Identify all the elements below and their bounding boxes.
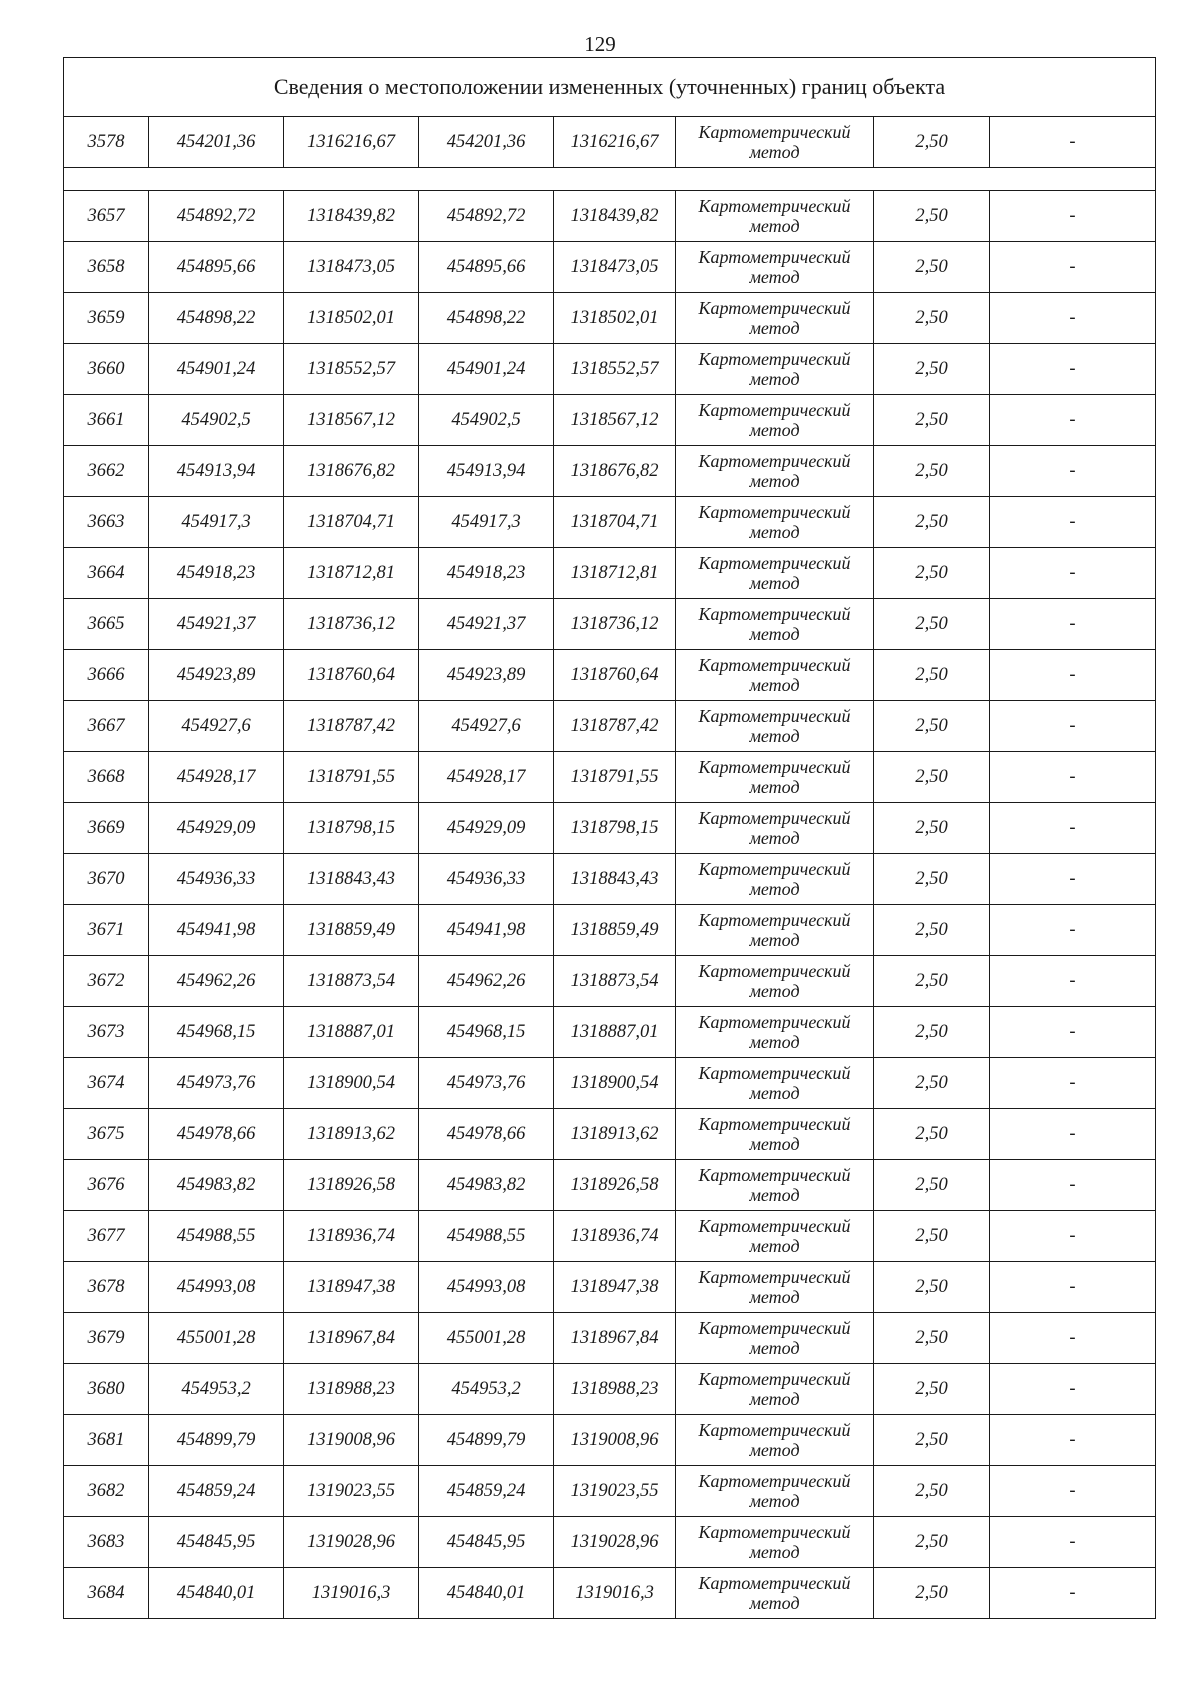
point-number-cell: 3683 (64, 1517, 149, 1568)
description-cell: - (990, 854, 1156, 905)
point-number-cell: 3660 (64, 344, 149, 395)
table-row (64, 1517, 1156, 1568)
new-x-cell: 454993,08 (419, 1262, 554, 1313)
table-row (64, 905, 1156, 956)
new-y-cell: 1318843,43 (554, 854, 676, 905)
new-x-cell: 454921,37 (419, 599, 554, 650)
point-number-cell: 3578 (64, 117, 149, 168)
description-cell: - (990, 344, 1156, 395)
old-x-cell: 454983,82 (149, 1160, 284, 1211)
accuracy-cell: 2,50 (874, 905, 990, 956)
old-y-cell: 1318887,01 (284, 1007, 419, 1058)
old-y-cell: 1318552,57 (284, 344, 419, 395)
old-x-cell: 454201,36 (149, 117, 284, 168)
accuracy-cell: 2,50 (874, 446, 990, 497)
point-number-cell: 3661 (64, 395, 149, 446)
method-cell: Картометрический метод (676, 1007, 874, 1058)
table-row (64, 1262, 1156, 1313)
new-y-cell: 1319016,3 (554, 1568, 676, 1619)
method-cell: Картометрический метод (676, 1211, 874, 1262)
table-row (64, 446, 1156, 497)
accuracy-cell: 2,50 (874, 1262, 990, 1313)
point-number-cell: 3659 (64, 293, 149, 344)
point-number-cell: 3662 (64, 446, 149, 497)
description-cell: - (990, 803, 1156, 854)
new-x-cell: 454953,2 (419, 1364, 554, 1415)
new-y-cell: 1318859,49 (554, 905, 676, 956)
table-row (64, 1466, 1156, 1517)
old-x-cell: 454901,24 (149, 344, 284, 395)
new-x-cell: 454918,23 (419, 548, 554, 599)
new-x-cell: 454913,94 (419, 446, 554, 497)
new-y-cell: 1318926,58 (554, 1160, 676, 1211)
method-cell: Картометрический метод (676, 293, 874, 344)
table-row (64, 854, 1156, 905)
description-cell: - (990, 1211, 1156, 1262)
table-row (64, 1364, 1156, 1415)
old-x-cell: 454988,55 (149, 1211, 284, 1262)
old-x-cell: 454859,24 (149, 1466, 284, 1517)
new-x-cell: 454927,6 (419, 701, 554, 752)
method-cell: Картометрический метод (676, 117, 874, 168)
description-cell: - (990, 293, 1156, 344)
accuracy-cell: 2,50 (874, 752, 990, 803)
new-y-cell: 1318791,55 (554, 752, 676, 803)
point-number-cell: 3682 (64, 1466, 149, 1517)
new-x-cell: 454898,22 (419, 293, 554, 344)
point-number-cell: 3671 (64, 905, 149, 956)
point-number-cell: 3668 (64, 752, 149, 803)
new-y-cell: 1318873,54 (554, 956, 676, 1007)
accuracy-cell: 2,50 (874, 395, 990, 446)
method-cell: Картометрический метод (676, 701, 874, 752)
point-number-cell: 3666 (64, 650, 149, 701)
new-y-cell: 1318787,42 (554, 701, 676, 752)
old-x-cell: 454917,3 (149, 497, 284, 548)
accuracy-cell: 2,50 (874, 854, 990, 905)
new-y-cell: 1318760,64 (554, 650, 676, 701)
table-row (64, 599, 1156, 650)
method-cell: Картометрический метод (676, 344, 874, 395)
method-cell: Картометрический метод (676, 191, 874, 242)
accuracy-cell: 2,50 (874, 117, 990, 168)
method-cell: Картометрический метод (676, 1466, 874, 1517)
new-x-cell: 454895,66 (419, 242, 554, 293)
accuracy-cell: 2,50 (874, 293, 990, 344)
new-y-cell: 1319008,96 (554, 1415, 676, 1466)
new-y-cell: 1318552,57 (554, 344, 676, 395)
description-cell: - (990, 956, 1156, 1007)
new-y-cell: 1318473,05 (554, 242, 676, 293)
accuracy-cell: 2,50 (874, 701, 990, 752)
old-x-cell: 454993,08 (149, 1262, 284, 1313)
point-number-cell: 3674 (64, 1058, 149, 1109)
old-y-cell: 1318502,01 (284, 293, 419, 344)
new-y-cell: 1318988,23 (554, 1364, 676, 1415)
description-cell: - (990, 1517, 1156, 1568)
accuracy-cell: 2,50 (874, 956, 990, 1007)
accuracy-cell: 2,50 (874, 1568, 990, 1619)
old-x-cell: 454973,76 (149, 1058, 284, 1109)
point-number-cell: 3664 (64, 548, 149, 599)
point-number-cell: 3665 (64, 599, 149, 650)
table-row (64, 1160, 1156, 1211)
old-y-cell: 1318676,82 (284, 446, 419, 497)
accuracy-cell: 2,50 (874, 1364, 990, 1415)
new-y-cell: 1318736,12 (554, 599, 676, 650)
point-number-cell: 3670 (64, 854, 149, 905)
table-row (64, 1211, 1156, 1262)
old-x-cell: 454953,2 (149, 1364, 284, 1415)
description-cell: - (990, 1364, 1156, 1415)
new-x-cell: 455001,28 (419, 1313, 554, 1364)
table-row (64, 497, 1156, 548)
new-y-cell: 1318947,38 (554, 1262, 676, 1313)
new-x-cell: 454941,98 (419, 905, 554, 956)
method-cell: Картометрический метод (676, 956, 874, 1007)
old-y-cell: 1319028,96 (284, 1517, 419, 1568)
accuracy-cell: 2,50 (874, 1109, 990, 1160)
new-x-cell: 454840,01 (419, 1568, 554, 1619)
method-cell: Картометрический метод (676, 854, 874, 905)
method-cell: Картометрический метод (676, 803, 874, 854)
old-y-cell: 1318873,54 (284, 956, 419, 1007)
old-y-cell: 1316216,67 (284, 117, 419, 168)
old-y-cell: 1318798,15 (284, 803, 419, 854)
new-x-cell: 454983,82 (419, 1160, 554, 1211)
old-y-cell: 1318712,81 (284, 548, 419, 599)
accuracy-cell: 2,50 (874, 1058, 990, 1109)
point-number-cell: 3678 (64, 1262, 149, 1313)
new-x-cell: 454968,15 (419, 1007, 554, 1058)
point-number-cell: 3667 (64, 701, 149, 752)
old-x-cell: 454902,5 (149, 395, 284, 446)
old-x-cell: 454923,89 (149, 650, 284, 701)
method-cell: Картометрический метод (676, 242, 874, 293)
description-cell: - (990, 1313, 1156, 1364)
accuracy-cell: 2,50 (874, 1007, 990, 1058)
method-cell: Картометрический метод (676, 1160, 874, 1211)
old-x-cell: 454928,17 (149, 752, 284, 803)
old-x-cell: 454898,22 (149, 293, 284, 344)
point-number-cell: 3684 (64, 1568, 149, 1619)
old-y-cell: 1318913,62 (284, 1109, 419, 1160)
new-x-cell: 454936,33 (419, 854, 554, 905)
method-cell: Картометрический метод (676, 1568, 874, 1619)
old-x-cell: 454899,79 (149, 1415, 284, 1466)
accuracy-cell: 2,50 (874, 344, 990, 395)
method-cell: Картометрический метод (676, 650, 874, 701)
description-cell: - (990, 395, 1156, 446)
accuracy-cell: 2,50 (874, 548, 990, 599)
description-cell: - (990, 446, 1156, 497)
new-y-cell: 1319023,55 (554, 1466, 676, 1517)
point-number-cell: 3675 (64, 1109, 149, 1160)
old-x-cell: 454892,72 (149, 191, 284, 242)
point-number-cell: 3673 (64, 1007, 149, 1058)
description-cell: - (990, 1466, 1156, 1517)
method-cell: Картометрический метод (676, 599, 874, 650)
old-x-cell: 454968,15 (149, 1007, 284, 1058)
table-row (64, 701, 1156, 752)
table-row (64, 548, 1156, 599)
accuracy-cell: 2,50 (874, 650, 990, 701)
table-row (64, 344, 1156, 395)
new-y-cell: 1316216,67 (554, 117, 676, 168)
new-x-cell: 454923,89 (419, 650, 554, 701)
table-row (64, 191, 1156, 242)
old-x-cell: 454941,98 (149, 905, 284, 956)
new-x-cell: 454892,72 (419, 191, 554, 242)
old-x-cell: 454962,26 (149, 956, 284, 1007)
description-cell: - (990, 1109, 1156, 1160)
old-x-cell: 454936,33 (149, 854, 284, 905)
method-cell: Картометрический метод (676, 446, 874, 497)
new-x-cell: 454902,5 (419, 395, 554, 446)
table-row (64, 1415, 1156, 1466)
point-number-cell: 3676 (64, 1160, 149, 1211)
method-cell: Картометрический метод (676, 1313, 874, 1364)
method-cell: Картометрический метод (676, 1262, 874, 1313)
old-x-cell: 454840,01 (149, 1568, 284, 1619)
description-cell: - (990, 548, 1156, 599)
point-number-cell: 3658 (64, 242, 149, 293)
table-title: Сведения о местоположении измененных (уточненных) границ объекта (64, 58, 1156, 117)
old-y-cell: 1319008,96 (284, 1415, 419, 1466)
description-cell: - (990, 905, 1156, 956)
description-cell: - (990, 497, 1156, 548)
accuracy-cell: 2,50 (874, 242, 990, 293)
old-y-cell: 1318947,38 (284, 1262, 419, 1313)
old-x-cell: 454978,66 (149, 1109, 284, 1160)
point-number-cell: 3669 (64, 803, 149, 854)
new-x-cell: 454917,3 (419, 497, 554, 548)
old-y-cell: 1319023,55 (284, 1466, 419, 1517)
point-number-cell: 3672 (64, 956, 149, 1007)
description-cell: - (990, 1415, 1156, 1466)
new-y-cell: 1318887,01 (554, 1007, 676, 1058)
new-x-cell: 454988,55 (419, 1211, 554, 1262)
table-row (64, 1109, 1156, 1160)
accuracy-cell: 2,50 (874, 1415, 990, 1466)
table-row (64, 1313, 1156, 1364)
table-row (64, 117, 1156, 168)
old-y-cell: 1318791,55 (284, 752, 419, 803)
method-cell: Картометрический метод (676, 752, 874, 803)
new-y-cell: 1318900,54 (554, 1058, 676, 1109)
method-cell: Картометрический метод (676, 1109, 874, 1160)
point-number-cell: 3663 (64, 497, 149, 548)
method-cell: Картометрический метод (676, 497, 874, 548)
method-cell: Картометрический метод (676, 548, 874, 599)
table-row (64, 752, 1156, 803)
accuracy-cell: 2,50 (874, 1211, 990, 1262)
old-x-cell: 454895,66 (149, 242, 284, 293)
old-y-cell: 1318439,82 (284, 191, 419, 242)
method-cell: Картометрический метод (676, 1364, 874, 1415)
description-cell: - (990, 1058, 1156, 1109)
new-x-cell: 454973,76 (419, 1058, 554, 1109)
new-x-cell: 454201,36 (419, 117, 554, 168)
new-y-cell: 1318967,84 (554, 1313, 676, 1364)
old-y-cell: 1318967,84 (284, 1313, 419, 1364)
description-cell: - (990, 599, 1156, 650)
old-y-cell: 1318736,12 (284, 599, 419, 650)
old-y-cell: 1318787,42 (284, 701, 419, 752)
new-x-cell: 454929,09 (419, 803, 554, 854)
new-x-cell: 454928,17 (419, 752, 554, 803)
method-cell: Картометрический метод (676, 1058, 874, 1109)
new-x-cell: 454978,66 (419, 1109, 554, 1160)
new-x-cell: 454845,95 (419, 1517, 554, 1568)
point-number-cell: 3681 (64, 1415, 149, 1466)
old-y-cell: 1318704,71 (284, 497, 419, 548)
table-row (64, 650, 1156, 701)
table-row (64, 1007, 1156, 1058)
old-y-cell: 1318859,49 (284, 905, 419, 956)
accuracy-cell: 2,50 (874, 1466, 990, 1517)
spacer-cell (64, 168, 1156, 191)
method-cell: Картометрический метод (676, 905, 874, 956)
table-row (64, 293, 1156, 344)
new-y-cell: 1318798,15 (554, 803, 676, 854)
method-cell: Картометрический метод (676, 1517, 874, 1568)
new-y-cell: 1318676,82 (554, 446, 676, 497)
boundary-coordinates-table (63, 57, 1156, 1619)
table-row (64, 803, 1156, 854)
old-x-cell: 454913,94 (149, 446, 284, 497)
old-x-cell: 454918,23 (149, 548, 284, 599)
new-y-cell: 1318936,74 (554, 1211, 676, 1262)
old-x-cell: 455001,28 (149, 1313, 284, 1364)
point-number-cell: 3680 (64, 1364, 149, 1415)
new-y-cell: 1318567,12 (554, 395, 676, 446)
new-y-cell: 1318439,82 (554, 191, 676, 242)
old-x-cell: 454929,09 (149, 803, 284, 854)
old-y-cell: 1318760,64 (284, 650, 419, 701)
new-x-cell: 454899,79 (419, 1415, 554, 1466)
description-cell: - (990, 242, 1156, 293)
spacer-row (64, 168, 1156, 191)
new-y-cell: 1318712,81 (554, 548, 676, 599)
method-cell: Картометрический метод (676, 1415, 874, 1466)
point-number-cell: 3679 (64, 1313, 149, 1364)
accuracy-cell: 2,50 (874, 599, 990, 650)
method-cell: Картометрический метод (676, 395, 874, 446)
old-y-cell: 1318936,74 (284, 1211, 419, 1262)
old-y-cell: 1318900,54 (284, 1058, 419, 1109)
new-x-cell: 454859,24 (419, 1466, 554, 1517)
page-number: 129 (584, 32, 616, 56)
table-row (64, 242, 1156, 293)
old-x-cell: 454921,37 (149, 599, 284, 650)
accuracy-cell: 2,50 (874, 191, 990, 242)
point-number-cell: 3657 (64, 191, 149, 242)
old-y-cell: 1319016,3 (284, 1568, 419, 1619)
new-y-cell: 1318913,62 (554, 1109, 676, 1160)
table-row (64, 395, 1156, 446)
accuracy-cell: 2,50 (874, 1160, 990, 1211)
new-y-cell: 1318502,01 (554, 293, 676, 344)
point-number-cell: 3677 (64, 1211, 149, 1262)
old-y-cell: 1318843,43 (284, 854, 419, 905)
old-y-cell: 1318567,12 (284, 395, 419, 446)
new-y-cell: 1319028,96 (554, 1517, 676, 1568)
description-cell: - (990, 650, 1156, 701)
description-cell: - (990, 1007, 1156, 1058)
old-y-cell: 1318473,05 (284, 242, 419, 293)
accuracy-cell: 2,50 (874, 1313, 990, 1364)
old-y-cell: 1318988,23 (284, 1364, 419, 1415)
accuracy-cell: 2,50 (874, 497, 990, 548)
old-y-cell: 1318926,58 (284, 1160, 419, 1211)
table-title-row (64, 58, 1156, 117)
accuracy-cell: 2,50 (874, 803, 990, 854)
description-cell: - (990, 117, 1156, 168)
new-y-cell: 1318704,71 (554, 497, 676, 548)
description-cell: - (990, 1160, 1156, 1211)
description-cell: - (990, 1568, 1156, 1619)
table-row (64, 956, 1156, 1007)
description-cell: - (990, 191, 1156, 242)
accuracy-cell: 2,50 (874, 1517, 990, 1568)
description-cell: - (990, 701, 1156, 752)
old-x-cell: 454845,95 (149, 1517, 284, 1568)
table-row (64, 1058, 1156, 1109)
old-x-cell: 454927,6 (149, 701, 284, 752)
new-x-cell: 454901,24 (419, 344, 554, 395)
description-cell: - (990, 1262, 1156, 1313)
new-x-cell: 454962,26 (419, 956, 554, 1007)
description-cell: - (990, 752, 1156, 803)
table-row (64, 1568, 1156, 1619)
